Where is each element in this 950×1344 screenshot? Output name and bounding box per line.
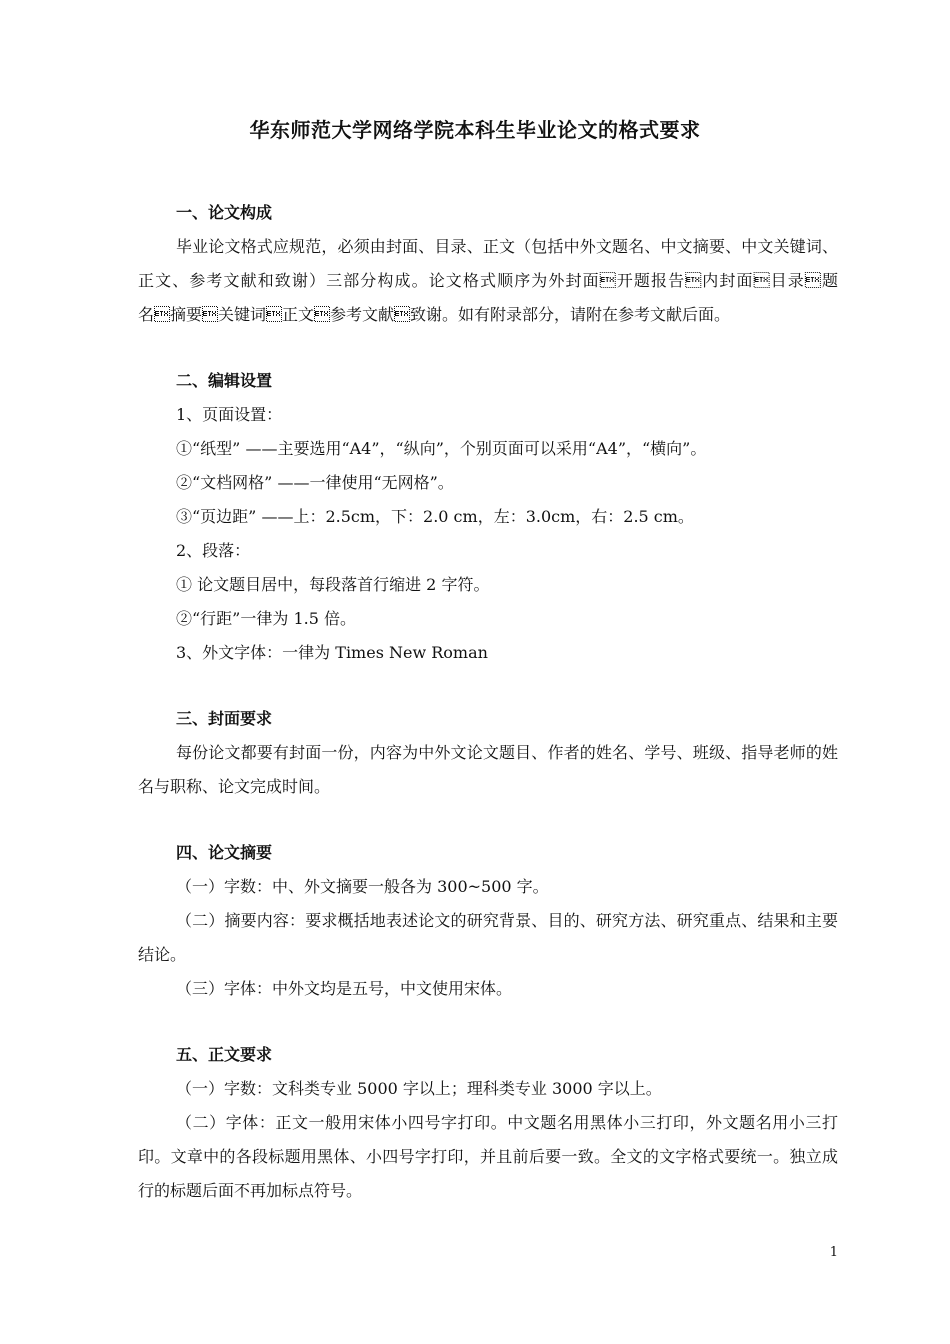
paragraph: （二）摘要内容：要求概括地表述论文的研究背景、目的、研究方法、研究重点、结果和主要结论。 xyxy=(138,911,838,964)
section-composition xyxy=(138,196,838,332)
section-heading: 二、编辑设置 xyxy=(176,371,273,390)
section-heading: 一、论文构成 xyxy=(176,203,273,222)
list-item: 3、外文字体：一律为 Times New Roman xyxy=(176,643,488,662)
paragraph: 毕业论文格式应规范，必须由封面、目录、正文（包括中外文题名、中文摘要、中文关键词、正文、参考文献和致谢）三部分构成。论文格式顺序为外封面开题报告内封面目录题名摘要关键词正文参考文献致谢。如有附录部分，请附在参考文献后面。 xyxy=(138,237,838,324)
list-item: ②“行距”一律为 1.5 倍。 xyxy=(176,609,356,628)
list-item: ① 论文题目居中，每段落首行缩进 2 字符。 xyxy=(176,575,490,594)
section-body-requirements xyxy=(138,1038,838,1208)
paragraph: 每份论文都要有封面一份，内容为中外文论文题目、作者的姓名、学号、班级、指导老师的姓名与职称、论文完成时间。 xyxy=(138,743,838,796)
paragraph: （三）字体：中外文均是五号，中文使用宋体。 xyxy=(176,979,513,998)
document-body xyxy=(138,196,838,1208)
section-cover-requirements xyxy=(138,702,838,804)
list-item: ③“页边距” ——上：2.5cm，下：2.0 cm，左：3.0cm，右：2.5 cm。 xyxy=(176,507,694,526)
paragraph: （一）字数：文科类专业 5000 字以上；理科类专业 3000 字以上。 xyxy=(176,1079,662,1098)
list-item: 2、段落： xyxy=(176,541,251,560)
paragraph: （二）字体：正文一般用宋体小四号字打印。中文题名用黑体小三打印，外文题名用小三打印。文章中的各段标题用黑体、小四号字打印，并且前后要一致。全文的文字格式要统一。独立成行的标题后面不再加标点符号。 xyxy=(138,1113,838,1200)
section-heading: 四、论文摘要 xyxy=(176,843,273,862)
section-abstract xyxy=(138,836,838,1006)
section-editing-settings xyxy=(138,364,838,670)
section-heading: 五、正文要求 xyxy=(176,1045,273,1064)
list-item: 1、页面设置： xyxy=(176,405,283,424)
page-number: 1 xyxy=(829,1245,838,1260)
list-item: ②“文档网格” ——一律使用“无网格”。 xyxy=(176,473,454,492)
document-title: 华东师范大学网络学院本科生毕业论文的格式要求 xyxy=(249,118,701,142)
paragraph: （一）字数：中、外文摘要一般各为 300~500 字。 xyxy=(176,877,549,896)
list-item: ①“纸型” ——主要选用“A4”，“纵向”，个别页面可以采用“A4”，“横向”。 xyxy=(176,439,707,458)
section-heading: 三、封面要求 xyxy=(176,709,273,728)
